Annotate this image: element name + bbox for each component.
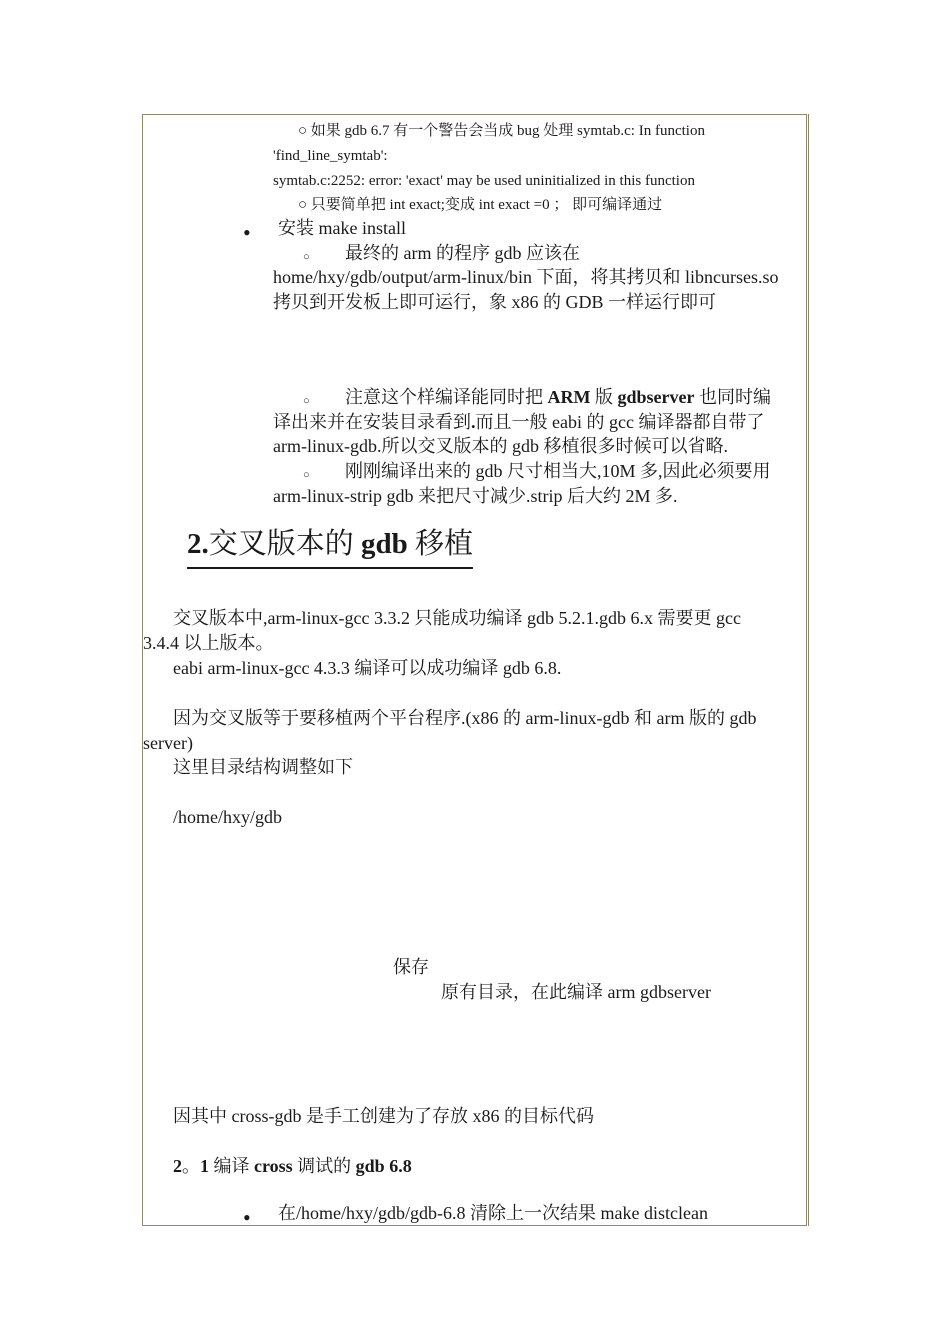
note-line-1: 注意这个样编译能同时把 ARM 版 gdbserver 也同时编 xyxy=(345,387,771,407)
final-line-1: 最终的 arm 的程序 gdb 应该在 xyxy=(345,243,580,263)
bullet-circle-icon: ○ xyxy=(303,395,310,407)
original-dir-label: 原有目录，在此编译 arm gdbserver xyxy=(441,982,711,1002)
install-item: 安装 make install xyxy=(278,218,406,238)
text-line-warning: ○ 如果 gdb 6.7 有一个警告会当成 bug 处理 symtab.c: In function xyxy=(298,123,705,139)
paragraph-1-line-1: 交叉版本中,arm-linux-gcc 3.3.2 只能成功编译 gdb 5.2.1.gdb 6.x 需要更 gcc xyxy=(173,608,741,628)
bullet-circle-icon: ○ xyxy=(303,251,310,263)
text-line-error: symtab.c:2252: error: 'exact' may be used uninitialized in this function xyxy=(273,173,695,189)
note-line-3: arm-linux-gdb.所以交叉版本的 gdb 移植很多时候可以省略. xyxy=(273,436,728,456)
text-line-function: 'find_line_symtab': xyxy=(273,148,388,164)
subsection-heading: 2。1 编译 cross 调试的 gdb 6.8 xyxy=(173,1156,412,1176)
section-heading: 2.交叉版本的 gdb 移植 xyxy=(187,526,473,569)
size-line-1: 刚刚编译出来的 gdb 尺寸相当大,10M 多,因此必须要用 xyxy=(345,461,771,481)
final-line-3: 拷贝到开发板上即可运行，象 x86 的 GDB 一样运行即可 xyxy=(273,292,717,312)
bullet-dot-icon: • xyxy=(243,220,251,245)
directory-path: /home/hxy/gdb xyxy=(173,807,282,827)
bullet-dot-icon: • xyxy=(243,1205,251,1230)
save-label: 保存 xyxy=(393,957,429,977)
paragraph-3-line-2: server) xyxy=(143,733,193,753)
paragraph-5: 因其中 cross-gdb 是手工创建为了存放 x86 的目标代码 xyxy=(173,1106,594,1126)
bullet-circle-icon: ○ xyxy=(303,469,310,481)
distclean-item: 在/home/hxy/gdb/gdb-6.8 清除上一次结果 make distclean xyxy=(278,1203,708,1223)
note-line-2: 译出来并在安装目录看到.而且一般 eabi 的 gcc 编译器都自带了 xyxy=(273,412,765,432)
paragraph-3-line-1: 因为交叉版等于要移植两个平台程序.(x86 的 arm-linux-gdb 和 arm 版的 gdb xyxy=(173,708,757,728)
final-line-2: home/hxy/gdb/output/arm-linux/bin 下面，将其拷贝和 libncurses.so xyxy=(273,267,779,287)
paragraph-2: eabi arm-linux-gcc 4.3.3 编译可以成功编译 gdb 6.8. xyxy=(173,658,562,678)
frame-right-rule xyxy=(808,114,809,1226)
text-line-fix: ○ 只要简单把 int exact;变成 int exact =0 ； 即可编译通过 xyxy=(298,197,663,213)
paragraph-4: 这里目录结构调整如下 xyxy=(173,757,353,777)
paragraph-1-line-2: 3.4.4 以上版本。 xyxy=(143,633,274,653)
size-line-2: arm-linux-strip gdb 来把尺寸减少.strip 后大约 2M 多. xyxy=(273,486,678,506)
